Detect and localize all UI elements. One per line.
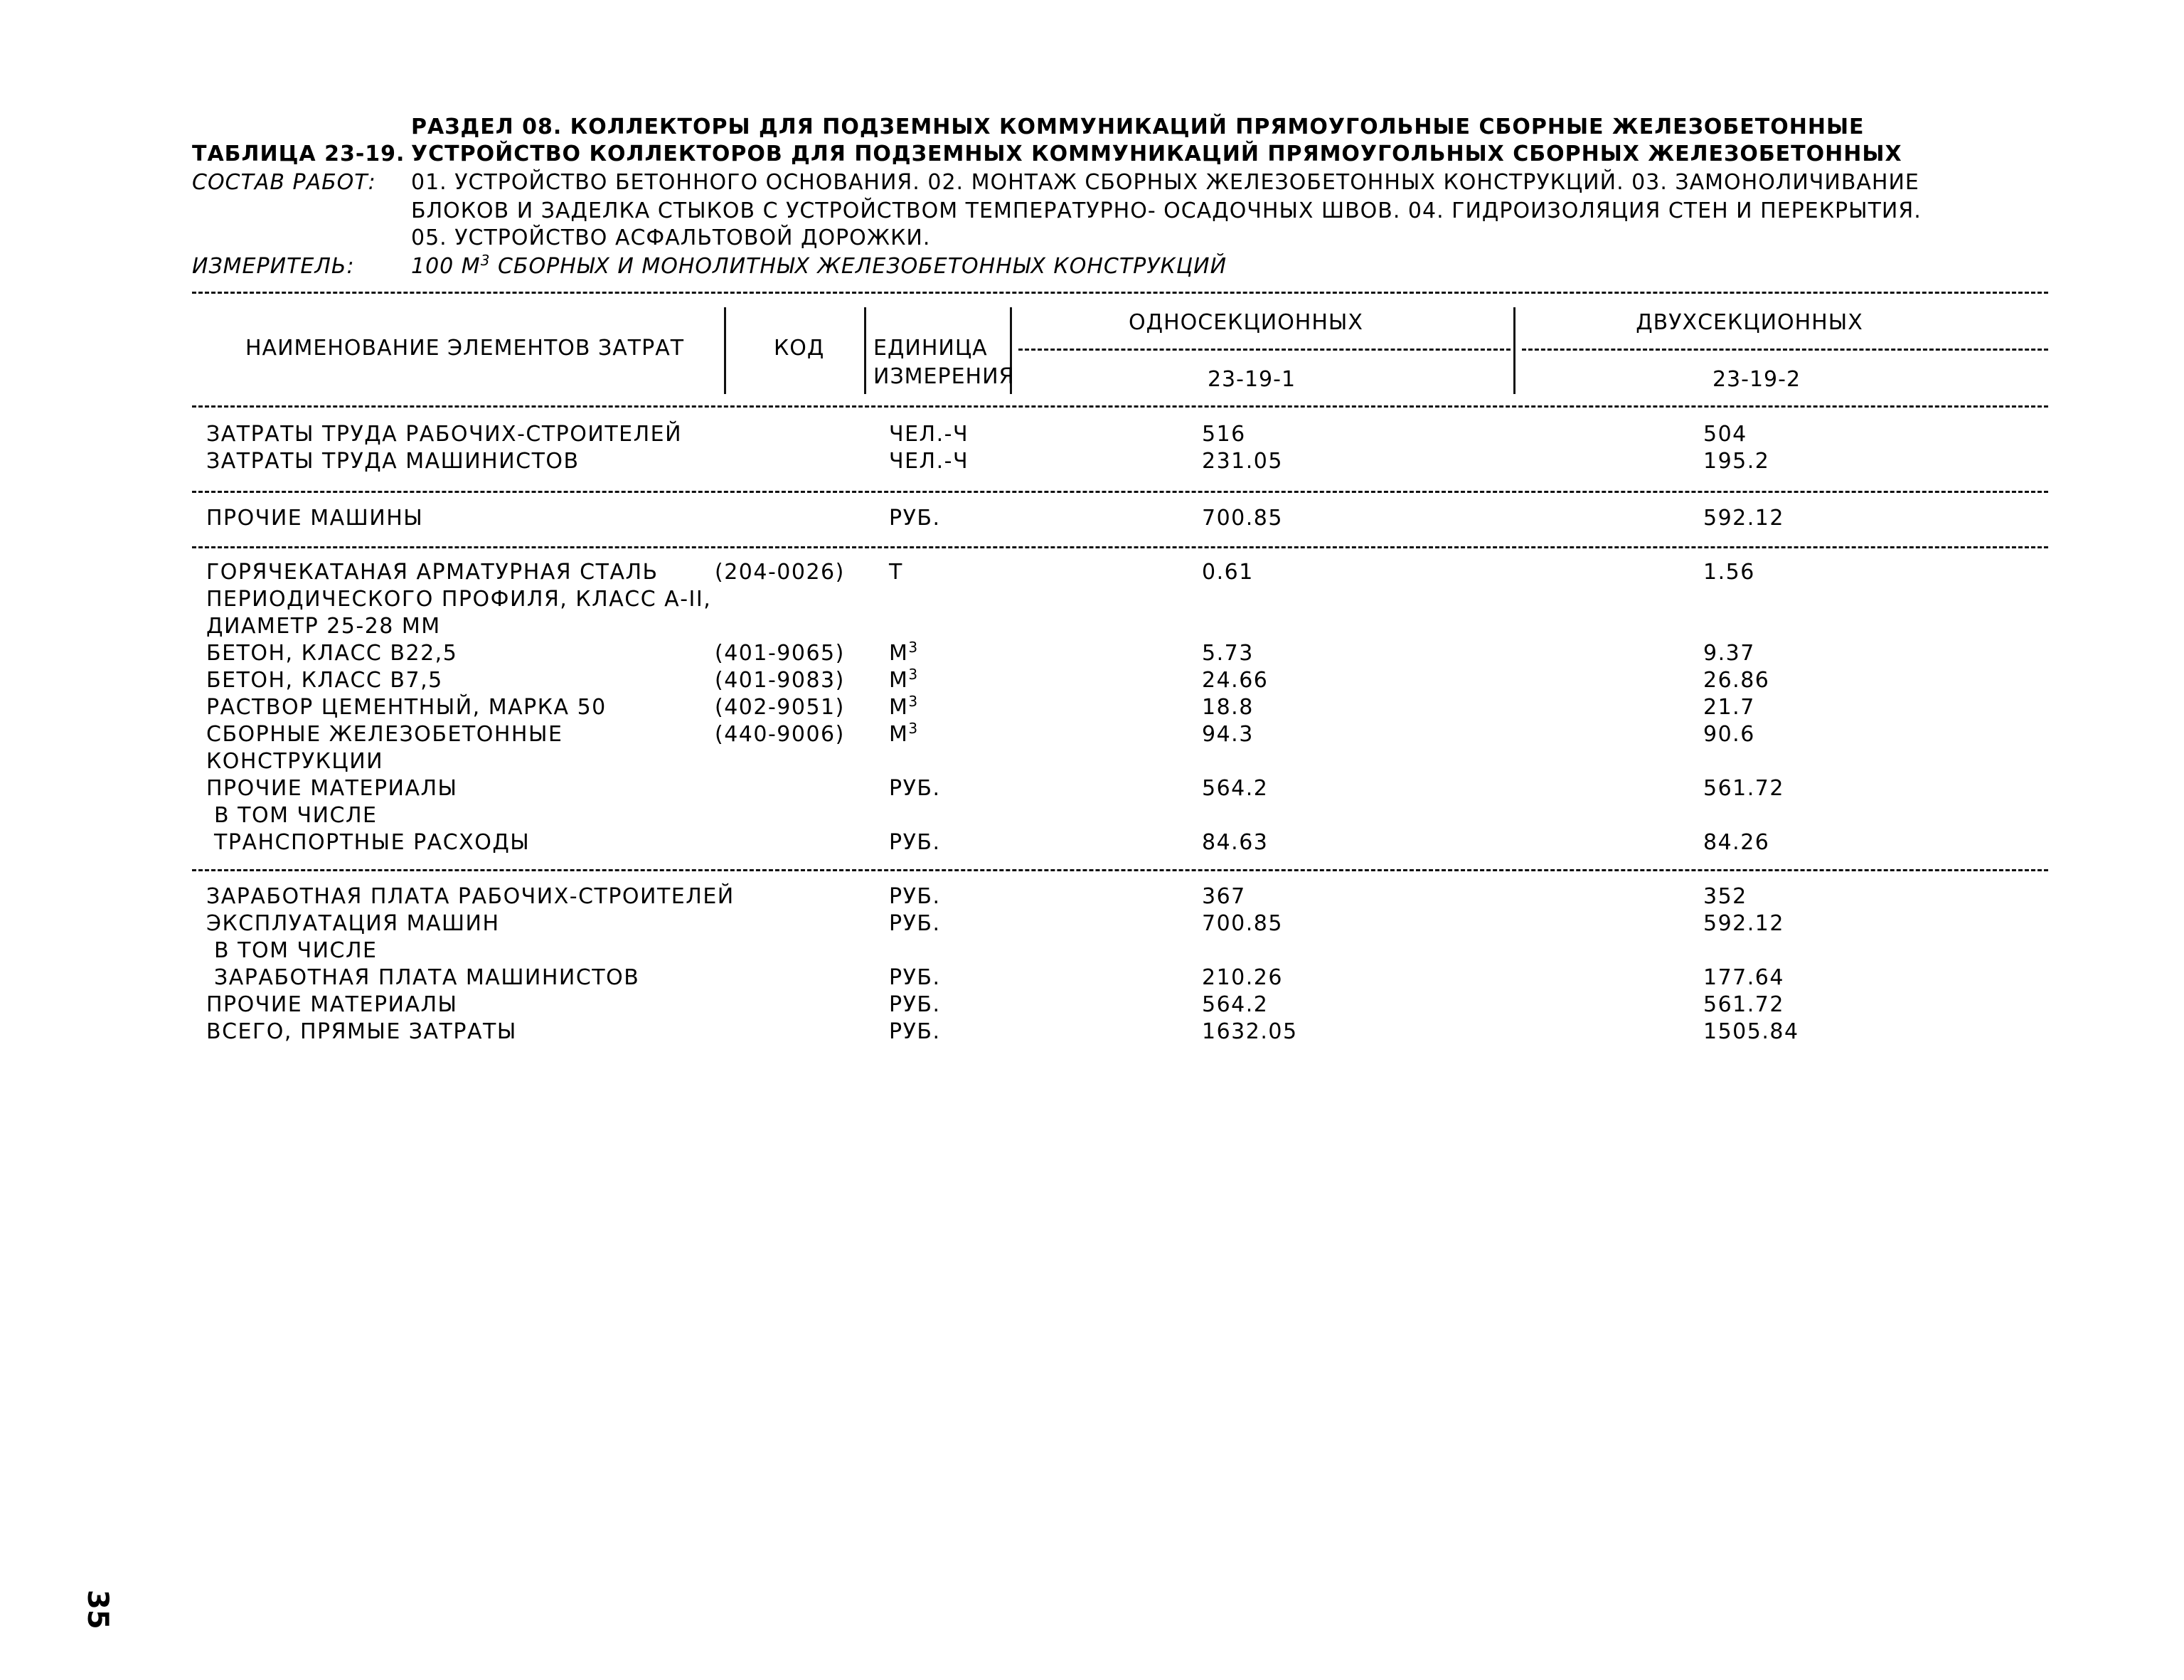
row-value-variant-1: 231.05 (1202, 449, 1283, 474)
header-subrule (1522, 349, 2048, 351)
table-group-rule (192, 491, 2048, 493)
header-separator (1513, 307, 1516, 394)
row-name: В ТОМ ЧИСЛЕ (206, 938, 378, 963)
row-unit: РУБ. (889, 884, 941, 909)
row-name: ГОРЯЧЕКАТАНАЯ АРМАТУРНАЯ СТАЛЬ (206, 560, 659, 585)
row-code: (204-0026) (715, 560, 845, 585)
header-subrule (1018, 349, 1511, 351)
row-name: РАСТВОР ЦЕМЕНТНЫЙ, МАРКА 50 (206, 695, 607, 720)
row-unit: РУБ. (889, 965, 941, 990)
meter-value: 100 $М^3$ СБОРНЫХ И МОНОЛИТНЫХ ЖЕЛЕЗОБЕТОННЫХ КОНСТРУКЦИЙ (411, 252, 1227, 279)
row-code: (402-9051) (715, 695, 845, 720)
row-value-variant-1: 210.26 (1202, 965, 1283, 990)
row-name: СБОРНЫЕ ЖЕЛЕЗОБЕТОННЫЕ (206, 722, 563, 747)
row-name: В ТОМ ЧИСЛЕ (206, 803, 378, 828)
row-name: ДИАМЕТР 25-28 ММ (206, 614, 441, 639)
row-name: ЗАРАБОТНАЯ ПЛАТА МАШИНИСТОВ (206, 965, 640, 990)
work-composition-label: СОСТАВ РАБОТ: (192, 170, 376, 195)
col-code-variant-2: 23-19-2 (1712, 367, 1801, 392)
row-name: ТРАНСПОРТНЫЕ РАСХОДЫ (206, 830, 531, 855)
col-header-unit-1: ЕДИНИЦА (873, 336, 988, 361)
row-code: (440-9006) (715, 722, 845, 747)
row-name: ПРОЧИЕ МАТЕРИАЛЫ (206, 776, 458, 801)
row-value-variant-1: 700.85 (1202, 506, 1283, 531)
row-name: ВСЕГО, ПРЯМЫЕ ЗАТРАТЫ (206, 1019, 517, 1044)
header-separator (864, 307, 866, 394)
header-separator (724, 307, 726, 394)
row-value-variant-2: 1.56 (1703, 560, 1755, 585)
row-unit: РУБ. (889, 776, 941, 801)
row-value-variant-2: 90.6 (1703, 722, 1755, 747)
row-name: ЗАТРАТЫ ТРУДА МАШИНИСТОВ (206, 449, 580, 474)
table-top-rule (192, 292, 2048, 294)
row-name: ЗАТРАТЫ ТРУДА РАБОЧИХ-СТРОИТЕЛЕЙ (206, 422, 683, 447)
table-header-rule (192, 405, 2048, 408)
row-value-variant-1: 1632.05 (1202, 1019, 1298, 1044)
row-unit: ЧЕЛ.-Ч (889, 449, 969, 474)
row-value-variant-1: 700.85 (1202, 911, 1283, 936)
page-number: 35 (81, 1590, 114, 1630)
work-line-3: 05. УСТРОЙСТВО АСФАЛЬТОВОЙ ДОРОЖКИ. (411, 225, 931, 250)
table-label: ТАБЛИЦА 23-19. (192, 142, 405, 166)
row-value-variant-2: 504 (1703, 422, 1747, 447)
row-value-variant-1: 367 (1202, 884, 1246, 909)
row-value-variant-2: 26.86 (1703, 668, 1770, 693)
row-unit: $М^3$ (889, 666, 919, 693)
row-name: БЕТОН, КЛАСС В22,5 (206, 641, 458, 666)
row-code: (401-9083) (715, 668, 845, 693)
superscript: 3 (908, 666, 919, 683)
row-value-variant-1: 0.61 (1202, 560, 1254, 585)
row-name: БЕТОН, КЛАСС В7,5 (206, 668, 443, 693)
col-header-variant-1: ОДНОСЕКЦИОННЫХ (1129, 310, 1363, 335)
work-line-2: БЛОКОВ И ЗАДЕЛКА СТЫКОВ С УСТРОЙСТВОМ ТЕМПЕРАТУРНО- ОСАДОЧНЫХ ШВОВ. 04. ГИДРОИЗОЛЯЦИЯ СТЕН И ПЕРЕКРЫТИЯ. (411, 198, 1922, 223)
row-name: КОНСТРУКЦИИ (206, 749, 384, 774)
row-value-variant-1: 564.2 (1202, 992, 1269, 1017)
superscript: 3 (480, 252, 491, 269)
row-value-variant-2: 592.12 (1703, 911, 1784, 936)
table-group-rule (192, 869, 2048, 871)
col-header-unit-2: ИЗМЕРЕНИЯ (873, 364, 1015, 389)
row-unit: ЧЕЛ.-Ч (889, 422, 969, 447)
row-unit: РУБ. (889, 992, 941, 1017)
col-header-variant-2: ДВУХСЕКЦИОННЫХ (1636, 310, 1863, 335)
meter-label: ИЗМЕРИТЕЛЬ: (192, 254, 355, 279)
row-value-variant-2: 1505.84 (1703, 1019, 1799, 1044)
col-header-code: КОД (774, 336, 825, 361)
col-code-variant-1: 23-19-1 (1207, 367, 1296, 392)
col-header-name: НАИМЕНОВАНИЕ ЭЛЕМЕНТОВ ЗАТРАТ (245, 336, 685, 361)
section-title: РАЗДЕЛ 08. КОЛЛЕКТОРЫ ДЛЯ ПОДЗЕМНЫХ КОММУНИКАЦИЙ ПРЯМОУГОЛЬНЫЕ СБОРНЫЕ ЖЕЛЕЗОБЕТОННЫЕ (411, 115, 1865, 139)
row-unit: $М^3$ (889, 720, 919, 747)
superscript: 3 (908, 720, 919, 737)
row-unit: РУБ. (889, 506, 941, 531)
row-value-variant-1: 18.8 (1202, 695, 1254, 720)
table-title: УСТРОЙСТВО КОЛЛЕКТОРОВ ДЛЯ ПОДЗЕМНЫХ КОММУНИКАЦИЙ ПРЯМОУГОЛЬНЫХ СБОРНЫХ ЖЕЛЕЗОБЕТОННЫХ (411, 142, 1902, 166)
row-value-variant-1: 84.63 (1202, 830, 1269, 855)
row-value-variant-2: 561.72 (1703, 776, 1784, 801)
row-value-variant-1: 94.3 (1202, 722, 1254, 747)
row-value-variant-2: 9.37 (1703, 641, 1755, 666)
table-group-rule (192, 546, 2048, 548)
work-line-1: 01. УСТРОЙСТВО БЕТОННОГО ОСНОВАНИЯ. 02. МОНТАЖ СБОРНЫХ ЖЕЛЕЗОБЕТОННЫХ КОНСТРУКЦИЙ. 03. ЗАМОНОЛИЧИВАНИЕ (411, 170, 1919, 195)
row-code: (401-9065) (715, 641, 845, 666)
row-name: ПРОЧИЕ МАШИНЫ (206, 506, 424, 531)
row-unit: РУБ. (889, 911, 941, 936)
row-value-variant-2: 352 (1703, 884, 1747, 909)
row-value-variant-2: 21.7 (1703, 695, 1755, 720)
row-name: ЗАРАБОТНАЯ ПЛАТА РАБОЧИХ-СТРОИТЕЛЕЙ (206, 884, 735, 909)
row-unit: РУБ. (889, 830, 941, 855)
row-unit: РУБ. (889, 1019, 941, 1044)
row-name: ПЕРИОДИЧЕСКОГО ПРОФИЛЯ, КЛАСС А-II, (206, 587, 712, 612)
superscript: 3 (908, 639, 919, 656)
row-unit: $М^3$ (889, 693, 919, 720)
row-value-variant-2: 84.26 (1703, 830, 1770, 855)
row-name: ЭКСПЛУАТАЦИЯ МАШИН (206, 911, 500, 936)
row-value-variant-2: 592.12 (1703, 506, 1784, 531)
row-name: ПРОЧИЕ МАТЕРИАЛЫ (206, 992, 458, 1017)
row-value-variant-1: 24.66 (1202, 668, 1269, 693)
superscript: 3 (908, 693, 919, 710)
row-value-variant-1: 516 (1202, 422, 1246, 447)
row-value-variant-1: 564.2 (1202, 776, 1269, 801)
row-unit: $М^3$ (889, 639, 919, 666)
row-value-variant-2: 195.2 (1703, 449, 1770, 474)
row-value-variant-2: 177.64 (1703, 965, 1784, 990)
row-value-variant-1: 5.73 (1202, 641, 1254, 666)
row-value-variant-2: 561.72 (1703, 992, 1784, 1017)
row-unit: Т (889, 560, 903, 585)
